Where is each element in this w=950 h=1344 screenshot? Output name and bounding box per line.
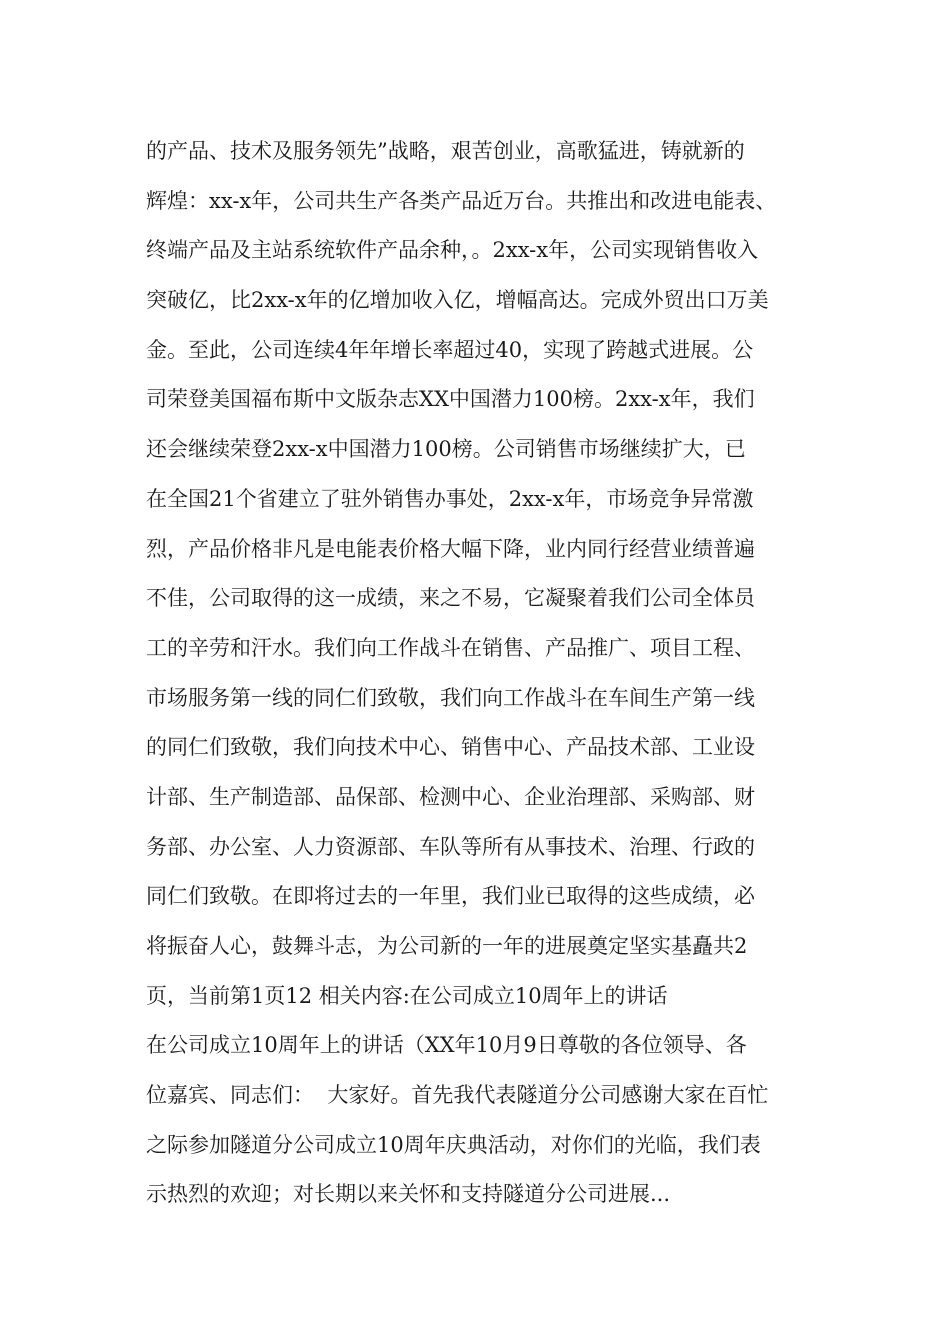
text-line: 终端产品及主站系统软件产品余种，。2xx-x年，公司实现销售收入: [146, 238, 759, 263]
text-line: 将振奋人心，鼓舞斗志，为公司新的一年的进展奠定坚实基矗共2: [146, 934, 748, 958]
text-line: 务部、办公室、人力资源部、车队等所有从事技术、治理、行政的: [146, 834, 755, 859]
text-line: 烈，产品价格非凡是电能表价格大幅下降，业内同行经营业绩普遍: [146, 536, 755, 561]
text-line: 在公司成立10周年上的讲话（XX年10月9日尊敬的各位领导、各: [146, 1033, 747, 1058]
text-line: 不佳，公司取得的这一成绩，来之不易，它凝聚着我们公司全体员: [146, 586, 755, 611]
text-line: 之际参加隧道分公司成立10周年庆典活动，对你们的光临，我们表: [146, 1132, 761, 1157]
text-line: 的产品、技术及服务领先”战略，艰苦创业，高歌猛进，铸就新的: [146, 139, 745, 163]
text-line: 金。至此，公司连续4年年增长率超过40，实现了跨越式进展。公: [146, 337, 754, 362]
text-line: 辉煌：xx-x年，公司共生产各类产品近万台。共推出和改进电能表、: [146, 188, 777, 213]
text-line: 市场服务第一线的同仁们致敬，我们向工作战斗在车间生产第一线: [146, 685, 755, 710]
text-line: 同仁们致敬。在即将过去的一年里，我们业已取得的这些成绩，必: [146, 884, 755, 909]
text-line: 突破亿，比2xx-x年的亿增加收入亿，增幅高达。完成外贸出口万美: [146, 288, 769, 313]
body-text: [146, 127, 826, 1220]
text-line: 页，当前第1页12 相关内容:在公司成立10周年上的讲话: [146, 983, 668, 1008]
text-line: 的同仁们致敬，我们向技术中心、销售中心、产品技术部、工业设: [146, 735, 755, 760]
text-line: 还会继续荣登2xx-x中国潜力100榜。公司销售市场继续扩大，已: [146, 437, 746, 462]
text-line: 工的辛劳和汗水。我们向工作战斗在销售、产品推广、项目工程、: [146, 635, 755, 660]
text-line: 司荣登美国福布斯中文版杂志XX中国潜力100榜。2xx-x年，我们: [146, 387, 755, 412]
text-line: 计部、生产制造部、品保部、检测中心、企业治理部、采购部、财: [146, 784, 755, 809]
text-line: 在全国21个省建立了驻外销售办事处，2xx-x年，市场竞争异常激: [146, 486, 754, 511]
text-line: 位嘉宾、同志们： 大家好。首先我代表隧道分公司感谢大家在百忙: [146, 1083, 769, 1108]
text-line: 示热烈的欢迎；对长期以来关怀和支持隧道分公司进展...: [146, 1182, 671, 1207]
